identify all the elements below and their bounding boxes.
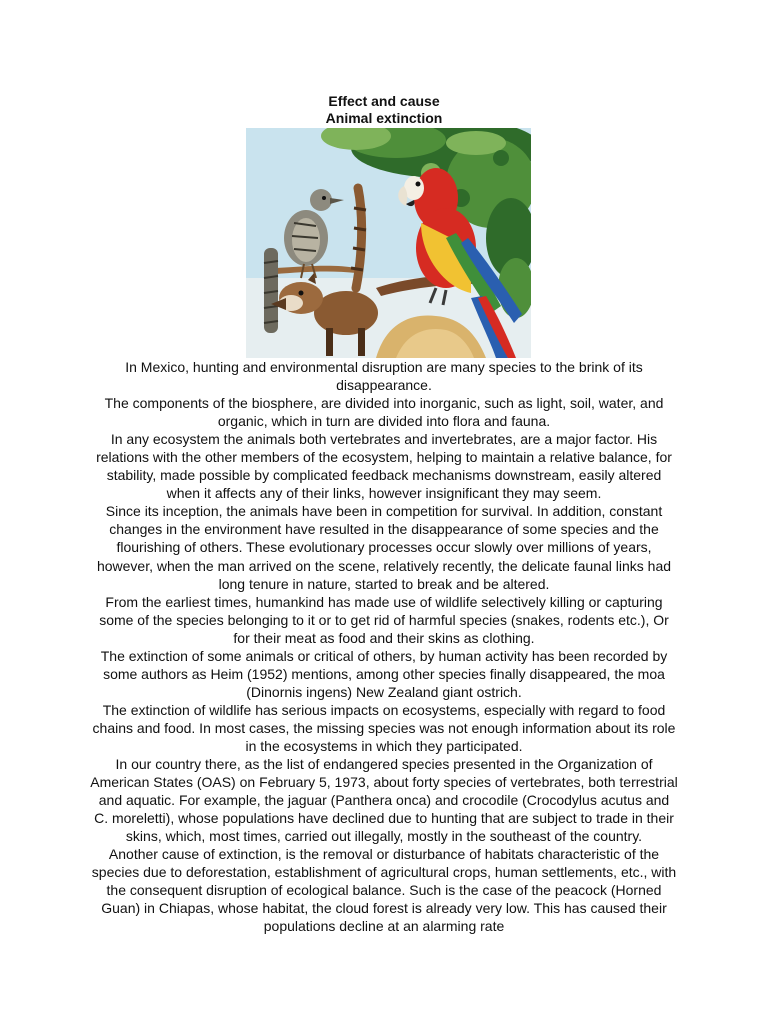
paragraph: In any ecosystem the animals both vertebrates and invertebrates, are a major factor. His relations with the other members of the ecosystem, helping to maintain a relative balance, for stability, made possible by complicated feedback mechanisms downstream, easily altered when it affects any of their links, however insignificant they may seem. (96, 431, 672, 502)
wildlife-illustration (246, 128, 531, 358)
document-subtitle: Animal extinction (325, 110, 443, 126)
paragraph: Another cause of extinction, is the removal or disturbance of habitats characteristic of the species due to deforestation, establishment of agricultural crops, human settlements, etc., with the consequent disruption of ecological balance. Such is the case of the peacock (Horned Guan) in Chiapas, whose habitat, the cloud forest is already very low. This has caused their populations decline at an alarming rate (91, 846, 677, 935)
paragraph: Since its inception, the animals have been in competition for survival. In addition, constant changes in the environment have resulted in the disappearance of some species and the flourishing of others. These evolutionary processes occur slowly over millions of years, however, when the man arrived on the scene, relatively recently, the delicate faunal links had long tenure in nature, started to break and be altered. (96, 503, 672, 592)
document-heading (0, 93, 768, 127)
document-title: Effect and cause (328, 93, 440, 109)
paragraph: From the earliest times, humankind has made use of wildlife selectively killing or capturing some of the species belonging to it or to get rid of harmful species (snakes, rodents etc.), Or for their meat as food and their skins as clothing. (99, 593, 669, 646)
paragraph: The extinction of wildlife has serious impacts on ecosystems, especially with regard to food chains and food. In most cases, the missing species was not enough information about its role in the ecosystems in which they participated. (92, 701, 676, 754)
paragraph: The extinction of some animals or critical of others, by human activity has been recorded by some authors as Heim (1952) mentions, among other species finally disappeared, the moa (Dinornis ingens) New Zealand giant ostrich. (100, 647, 668, 700)
paragraph: The components of the biosphere, are divided into inorganic, such as light, soil, water, and organic, which in turn are divided into flora and fauna. (104, 395, 664, 430)
paragraph: In Mexico, hunting and environmental disruption are many species to the brink of its disappearance. (125, 359, 643, 394)
document-body (90, 358, 678, 936)
paragraph: In our country there, as the list of endangered species presented in the Organization of American States (OAS) on February 5, 1973, about forty species of vertebrates, both terrestrial and aquatic. For example, the jaguar (Panthera onca) and crocodile (Crocodylus acutus and C. moreletti), whose populations have declined due to hunting that are subject to trade in their skins, which, most times, carried out illegally, mostly in the southeast of the country. (90, 756, 678, 845)
